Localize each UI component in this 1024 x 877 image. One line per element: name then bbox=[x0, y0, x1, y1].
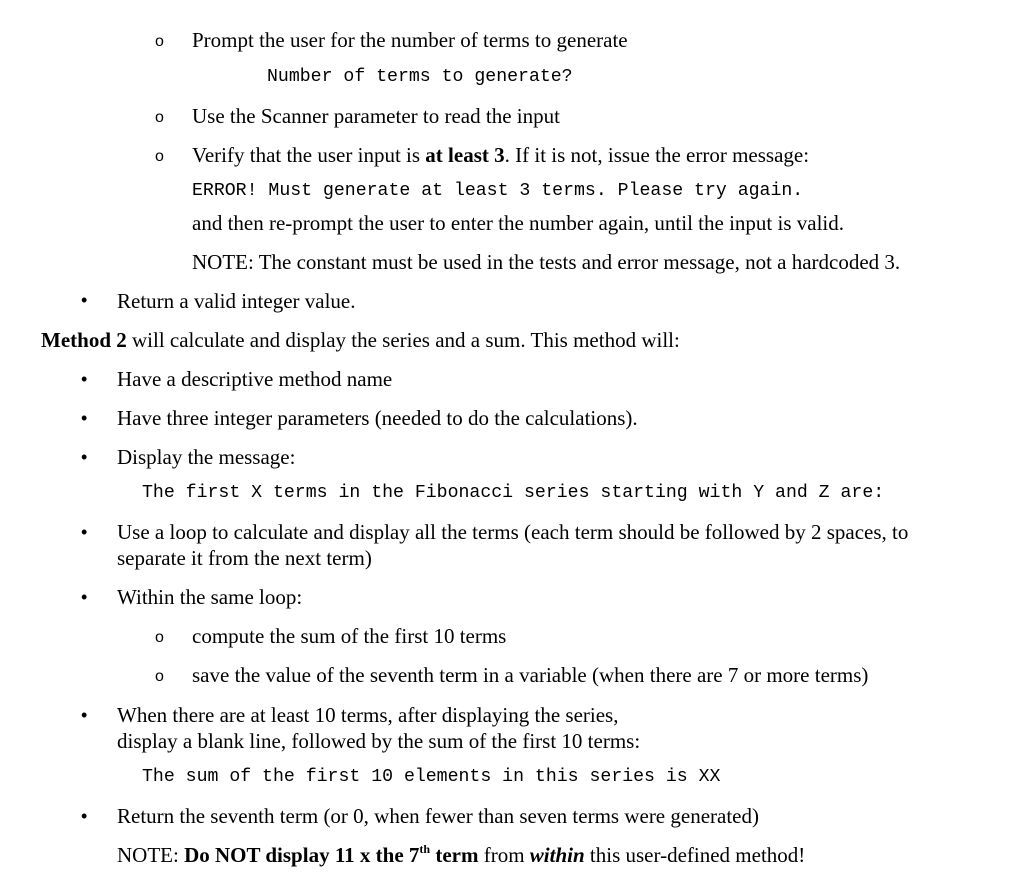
scanner-text: Use the Scanner parameter to read the input bbox=[192, 104, 560, 128]
error-message-code: ERROR! Must generate at least 3 terms. Please try again. bbox=[192, 181, 804, 201]
compute-sum-text: compute the sum of the first 10 terms bbox=[192, 624, 507, 648]
bullet-marker: • bbox=[81, 587, 88, 607]
save-seventh-text: save the value of the seventh term in a variable (when there are 7 or more terms) bbox=[192, 663, 869, 687]
bullet-marker: • bbox=[81, 369, 88, 389]
return-valid-text: Return a valid integer value. bbox=[117, 289, 356, 313]
sub-bullet-marker: o bbox=[155, 148, 164, 165]
prompt-user-text: Prompt the user for the number of terms to generate bbox=[192, 28, 628, 52]
fibonacci-message-code: The first X terms in the Fibonacci series starting with Y and Z are: bbox=[142, 483, 885, 503]
when-ten-line2: display a blank line, followed by the sum of the first 10 terms: bbox=[117, 729, 641, 753]
loop-text-line1: Use a loop to calculate and display all the terms (each term should be followed by 2 spaces, to bbox=[117, 520, 909, 544]
sum-message-code: The sum of the first 10 elements in this series is XX bbox=[142, 767, 721, 787]
bullet-marker: • bbox=[81, 705, 88, 725]
bullet-marker: • bbox=[81, 522, 88, 542]
reprompt-text: and then re-prompt the user to enter the number again, until the input is valid. bbox=[192, 211, 844, 235]
bullet-marker: • bbox=[81, 408, 88, 428]
sub-bullet-marker: o bbox=[155, 109, 164, 126]
prompt-code: Number of terms to generate? bbox=[267, 67, 573, 87]
bullet-marker: • bbox=[81, 806, 88, 826]
loop-text-line2: separate it from the next term) bbox=[117, 546, 372, 570]
three-params-text: Have three integer parameters (needed to do the calculations). bbox=[117, 406, 638, 430]
method2-heading: Method 2 will calculate and display the series and a sum. This method will: bbox=[41, 328, 680, 352]
display-message-text: Display the message: bbox=[117, 445, 296, 469]
bullet-marker: • bbox=[81, 290, 88, 310]
same-loop-text: Within the same loop: bbox=[117, 585, 303, 609]
note-constant-text: NOTE: The constant must be used in the tests and error message, not a hardcoded 3. bbox=[192, 250, 901, 274]
bullet-marker: • bbox=[81, 447, 88, 467]
sub-bullet-marker: o bbox=[155, 668, 164, 685]
descriptive-name-text: Have a descriptive method name bbox=[117, 367, 393, 391]
verify-text: Verify that the user input is at least 3. If it is not, issue the error message: bbox=[192, 143, 810, 167]
sub-bullet-marker: o bbox=[155, 33, 164, 50]
sub-bullet-marker: o bbox=[155, 629, 164, 646]
when-ten-line1: When there are at least 10 terms, after displaying the series, bbox=[117, 703, 619, 727]
final-note-text: NOTE: Do NOT display 11 x the 7th term from within this user-defined method! bbox=[117, 842, 806, 867]
return-seventh-text: Return the seventh term (or 0, when fewer than seven terms were generated) bbox=[117, 804, 759, 828]
